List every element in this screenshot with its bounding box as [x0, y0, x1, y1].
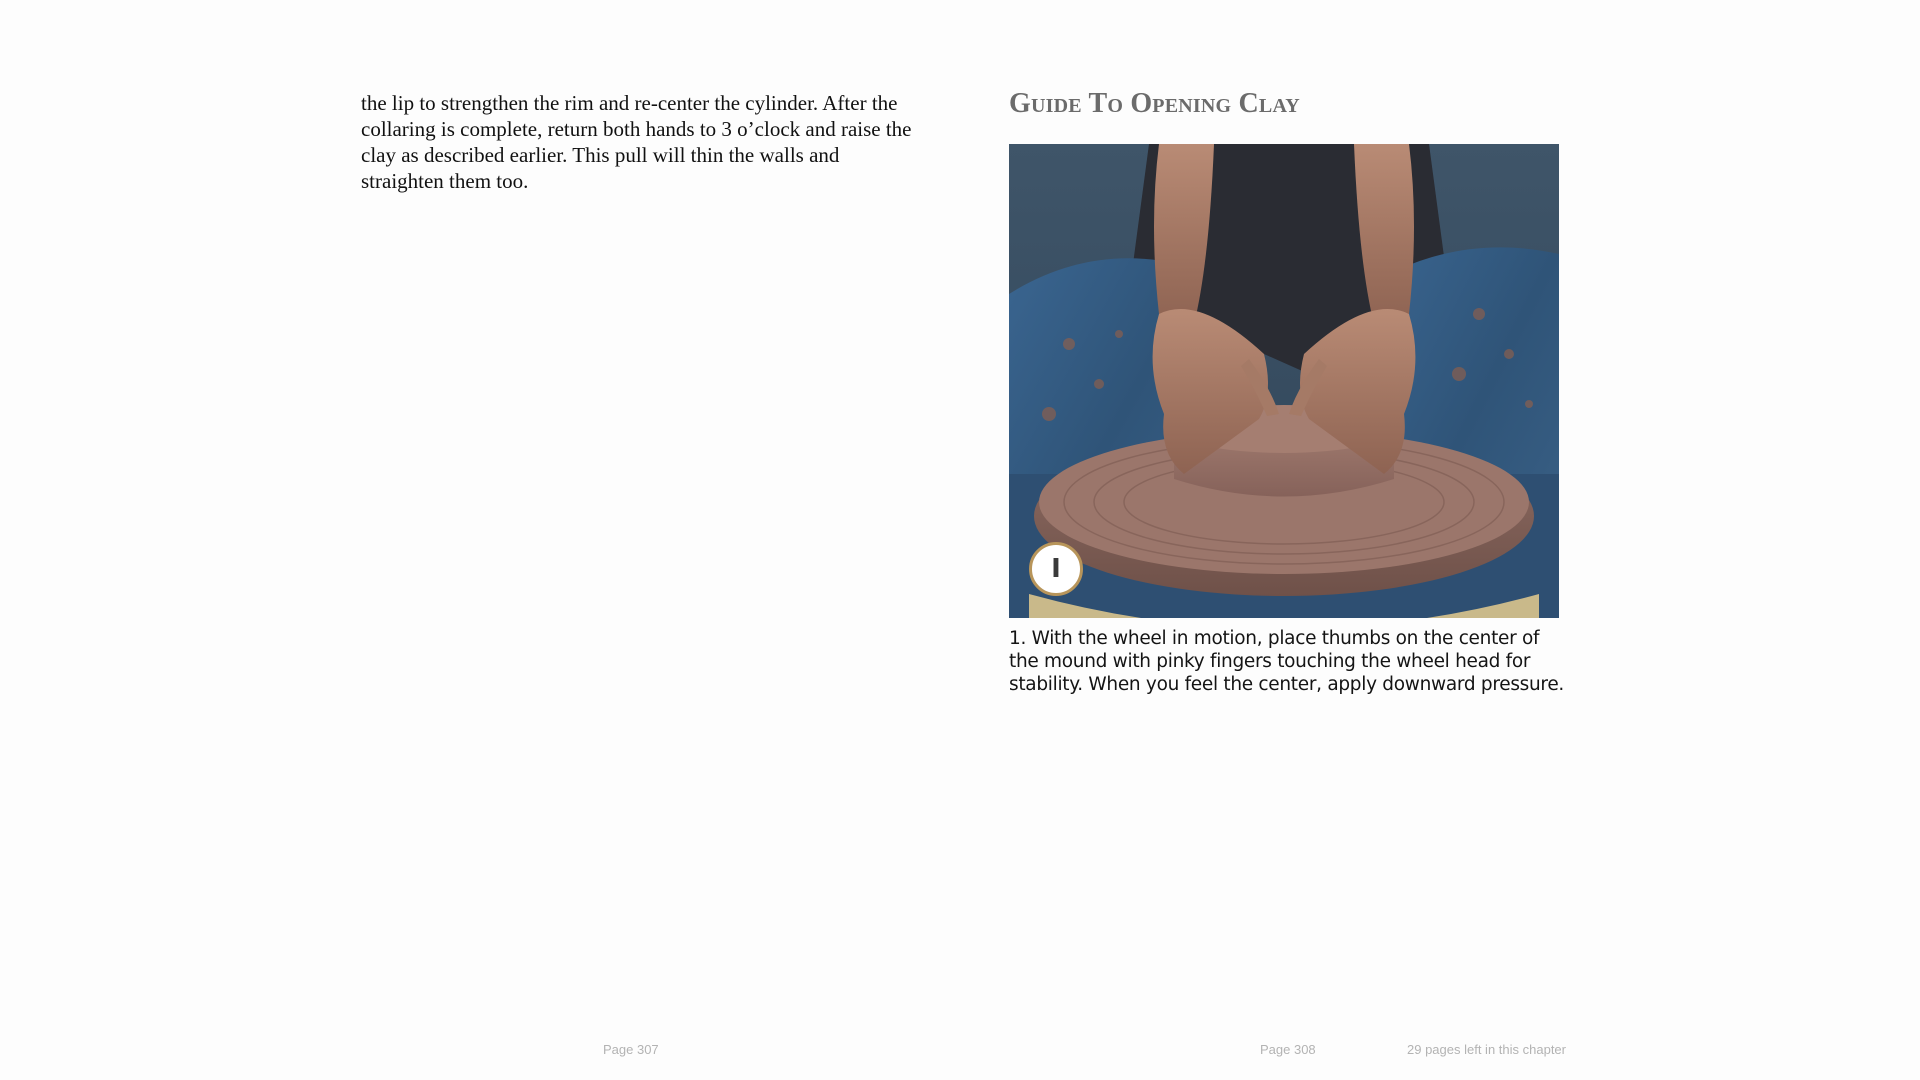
section-heading: Guide To Opening Clay	[1009, 88, 1300, 119]
chapter-remaining-label: 29 pages left in this chapter	[1407, 1042, 1566, 1057]
step-number-badge: I	[1029, 542, 1083, 596]
pottery-wheel-illustration	[1009, 144, 1559, 618]
pottery-photo	[1009, 144, 1559, 618]
body-paragraph: the lip to strengthen the rim and re-center the cylinder. After the collaring is complete, return both hands to 3 o’clock and raise the clay as described earlier. This pull will thin the walls and straighten them too.	[361, 91, 912, 193]
page-number-right: Page 308	[1260, 1042, 1316, 1057]
page-number-left: Page 307	[603, 1042, 659, 1057]
figure-caption: 1. With the wheel in motion, place thumbs on the center of the mound with pinky fingers touching the wheel head for stability. When you feel the center, apply downward pressure.	[1009, 628, 1564, 695]
